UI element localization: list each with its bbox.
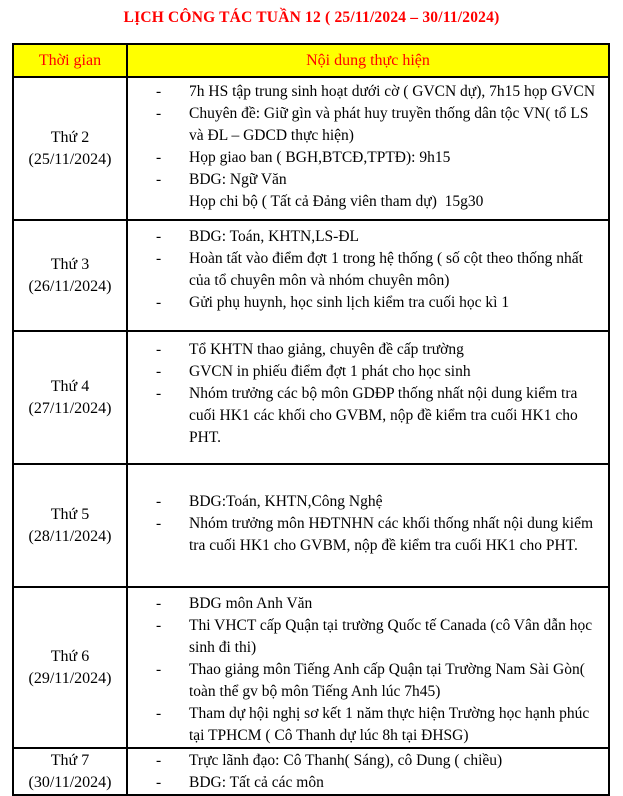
schedule-item — [128, 772, 608, 794]
time-cell — [13, 331, 127, 464]
column-header-content: Nội dung thực hiện — [127, 44, 609, 77]
date-label: (27/11/2024) — [28, 399, 112, 417]
item-text: Trực lãnh đạo: Cô Thanh( Sáng), cô Dung ( chiều) — [189, 752, 503, 769]
schedule-item — [128, 81, 608, 103]
bullet-dash: - — [156, 83, 162, 100]
bullet-dash: - — [156, 149, 162, 166]
item-text: 7h HS tập trung sinh hoạt dưới cờ ( GVCN dự), 7h15 họp GVCN — [189, 83, 596, 100]
item-text: Chuyên đề: Giữ gìn và phát huy truyền thống dân tộc VN( tổ LS và ĐL – GDCD thực hiện) — [189, 105, 593, 144]
day-label: Thứ 4 — [50, 377, 90, 395]
item-text: BDG: Ngữ Văn — [189, 171, 287, 188]
date-label: (25/11/2024) — [28, 150, 112, 168]
table-row — [13, 748, 609, 795]
table-row — [13, 464, 609, 587]
schedule-item — [128, 169, 608, 191]
schedule-item — [128, 147, 608, 169]
table-row — [13, 587, 609, 748]
table-header-row — [13, 44, 609, 77]
schedule-item — [128, 226, 608, 248]
table-row — [13, 220, 609, 331]
item-text: Gửi phụ huynh, học sinh lịch kiểm tra cuối học kì 1 — [189, 294, 510, 311]
bullet-dash: - — [156, 341, 162, 358]
bullet-dash: - — [156, 595, 162, 612]
bullet-dash: - — [156, 515, 162, 532]
schedule-table — [12, 43, 610, 796]
time-cell — [13, 587, 127, 748]
date-label: (28/11/2024) — [28, 527, 112, 545]
schedule-item — [128, 361, 608, 383]
day-label: Thứ 5 — [50, 505, 90, 523]
item-text: BDG: Toán, KHTN,LS-ĐL — [189, 228, 359, 245]
schedule-item — [128, 750, 608, 772]
time-cell — [13, 77, 127, 220]
schedule-table-body — [13, 77, 609, 795]
item-text: Hoàn tất vào điểm đợt 1 trong hệ thống ( số cột theo thống nhất của tổ chuyên môn và nhóm chuyên môn) — [189, 250, 587, 289]
bullet-dash: - — [156, 661, 162, 678]
day-label: Thứ 2 — [50, 128, 90, 146]
content-cell — [127, 77, 609, 220]
item-text: Thao giảng môn Tiếng Anh cấp Quận tại Trường Nam Sài Gòn( toàn thể gv bộ môn Tiếng Anh lúc 7h45) — [189, 661, 589, 700]
date-label: (26/11/2024) — [28, 277, 112, 295]
content-cell — [127, 587, 609, 748]
bullet-dash: - — [156, 617, 162, 634]
item-text: Tổ KHTN thao giảng, chuyên đề cấp trường — [189, 341, 464, 358]
column-header-time: Thời gian — [13, 44, 127, 77]
item-text: Thi VHCT cấp Quận tại trường Quốc tế Canada (cô Vân dẫn học sinh đi thi) — [189, 617, 597, 656]
table-row — [13, 77, 609, 220]
schedule-item — [128, 383, 608, 449]
bullet-dash: - — [156, 250, 162, 267]
bullet-dash: - — [156, 385, 162, 402]
bullet-dash: - — [156, 493, 162, 510]
schedule-item — [128, 615, 608, 659]
day-label: Thứ 6 — [50, 647, 90, 665]
content-cell — [127, 464, 609, 587]
schedule-item — [128, 292, 608, 314]
content-cell — [127, 748, 609, 795]
bullet-dash: - — [156, 363, 162, 380]
bullet-dash: - — [156, 228, 162, 245]
schedule-item — [128, 703, 608, 747]
schedule-item — [128, 191, 608, 213]
schedule-item — [128, 491, 608, 513]
content-cell — [127, 220, 609, 331]
bullet-dash: - — [156, 294, 162, 311]
schedule-item — [128, 593, 608, 615]
content-cell — [127, 331, 609, 464]
item-text: Tham dự hội nghị sơ kết 1 năm thực hiện Trường học hạnh phúc tại TPHCM ( Cô Thanh dự lúc 8h tại ĐHSG) — [189, 705, 594, 744]
bullet-dash: - — [156, 705, 162, 722]
item-text: BDG:Toán, KHTN,Công Nghệ — [189, 493, 383, 510]
item-text: GVCN in phiếu điểm đợt 1 phát cho học sinh — [189, 363, 471, 380]
item-text: Nhóm trưởng các bộ môn GDĐP thống nhất nội dung kiểm tra cuối HK1 các khối cho GVBM, nộp đề kiểm tra cuối HK1 cho PHT. — [189, 385, 582, 446]
schedule-item — [128, 248, 608, 292]
time-cell — [13, 748, 127, 795]
schedule-item — [128, 659, 608, 703]
schedule-item — [128, 103, 608, 147]
item-text: Họp chi bộ ( Tất cả Đảng viên tham dự) 15g30 — [189, 193, 484, 210]
item-text: Nhóm trưởng môn HĐTNHN các khối thống nhất nội dung kiểm tra cuối HK1 cho GVBM, nộp đề kiểm tra cuối HK1 cho PHT. — [189, 515, 597, 554]
bullet-dash: - — [156, 752, 162, 769]
day-label: Thứ 3 — [50, 255, 90, 273]
bullet-dash: - — [156, 774, 162, 791]
date-label: (30/11/2024) — [28, 773, 112, 791]
item-text: Họp giao ban ( BGH,BTCĐ,TPTĐ): 9h15 — [189, 149, 451, 166]
schedule-item — [128, 339, 608, 361]
page-title: LỊCH CÔNG TÁC TUẦN 12 ( 25/11/2024 – 30/11/2024) — [123, 9, 500, 26]
table-row — [13, 331, 609, 464]
bullet-dash: - — [156, 171, 162, 188]
day-label: Thứ 7 — [50, 751, 90, 769]
date-label: (29/11/2024) — [28, 669, 112, 687]
time-cell — [13, 464, 127, 587]
bullet-dash: - — [156, 105, 162, 122]
time-cell — [13, 220, 127, 331]
item-text: BDG: Tất cả các môn — [189, 774, 324, 791]
item-text: BDG môn Anh Văn — [189, 595, 313, 612]
schedule-item — [128, 513, 608, 557]
